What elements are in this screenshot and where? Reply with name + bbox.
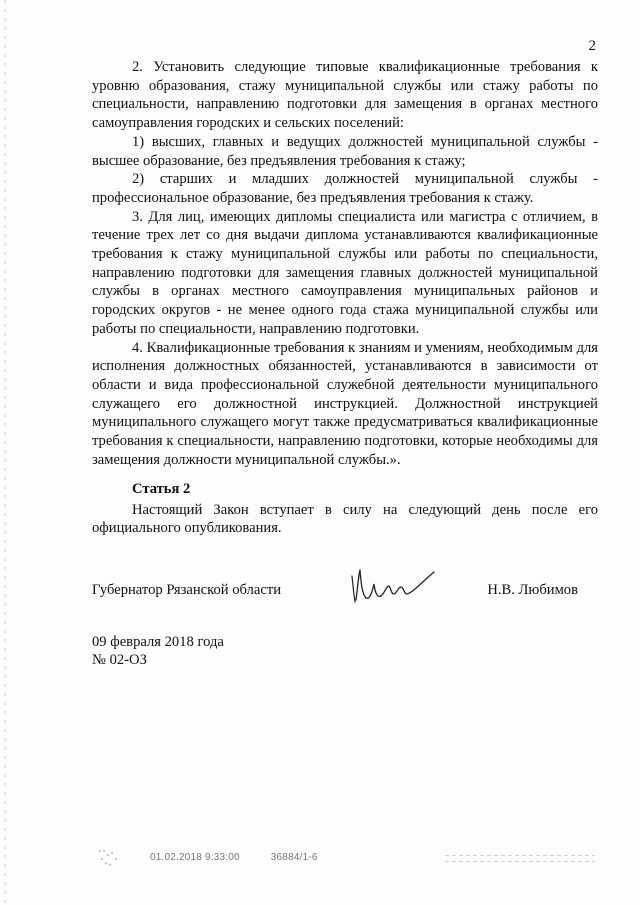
signatory-position: Губернатор Рязанской области [92,582,282,598]
scan-edge-artifact [4,0,6,905]
registry-stamp [150,852,346,863]
signing-date: 09 февраля 2018 года [92,634,224,650]
barcode-mark-icon [98,848,122,868]
handwritten-signature [350,564,440,606]
registry-doc-code: 36884/1-6 [270,852,318,863]
paragraph-2-item-2: 2) старших и младших должностей муниципальной службы - профессиональное образование, без предъявления требования к стажу. [92,171,598,206]
law-number: № 02-ОЗ [92,652,147,668]
paragraph-4: 4. Квалификационные требования к знаниям и умениям, необходимым для исполнения должностных обязанностей, устанавливаются в зависимости от области и вида профессиональной служебной деятельности муниципального служащего его должностной инструкцией. Должностной инструкцией муниципального служащего могут также предусматриваться квалификационные требования к специальности, направлению подготовки, которые необходимы для замещения должности муниципальной службы.». [92,339,598,468]
registry-timestamp: 01.02.2018 9:33:00 [150,852,240,863]
faint-footer-marks [445,850,595,870]
signatory-name: Н.В. Любимов [487,582,578,598]
document-body [92,58,598,469]
paragraph-3: 3. Для лиц, имеющих дипломы специалиста или магистра с отличием, в течение трех лет со дня выдачи диплома устанавливаются квалификационные требования к стажу муниципальной службы или работы по специальности, направлению подготовки для замещения главных должностей муниципальной службы в органах местного самоуправления муниципальных районов и городских округов - не менее одного года стажа муниципальной службы или работы по специальности, направлению подготовки. [92,208,598,337]
article-2 [92,480,598,538]
article-2-title: Статья 2 [132,481,191,497]
signature-row [92,582,598,612]
date-block [92,633,224,669]
page-number: 2 [588,38,596,54]
paragraph-2: 2. Установить следующие типовые квалификационные требования к уровню образования, стажу муниципальной службы или стажу работы по специальности, направлению подготовки для замещения в органах местного самоуправления городских и сельских поселений: [92,59,598,132]
paragraph-2-item-1: 1) высших, главных и ведущих должностей муниципальной службы - высшее образование, без предъявления требования к стажу; [92,133,598,169]
article-2-text: Настоящий Закон вступает в силу на следующий день после его официального опубликования. [92,501,598,537]
